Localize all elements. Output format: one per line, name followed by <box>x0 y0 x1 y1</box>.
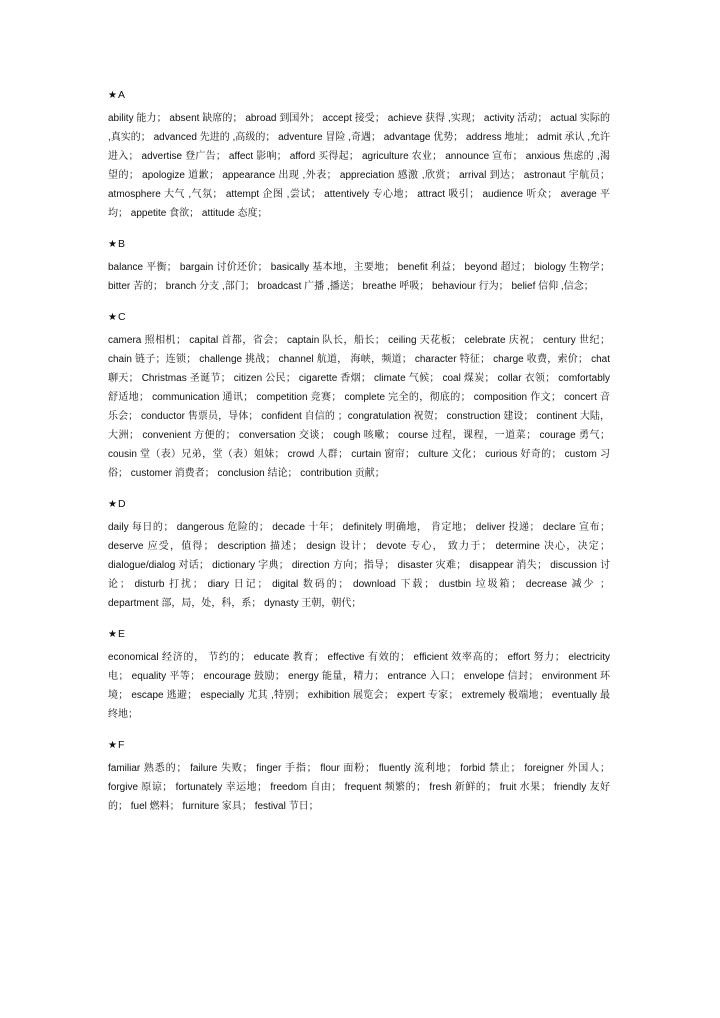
star-icon: ★ <box>108 499 117 510</box>
section-letter: C <box>117 311 126 323</box>
star-icon: ★ <box>108 239 117 250</box>
section-letter: A <box>117 89 125 101</box>
word-list-d: daily 每日的； dangerous 危险的； decade 十年； definitely 明确地， 肯定地； deliver 投递； declare 宣布； deserve 应受，值得； description 描述； design 设计； devote 专心， 致力于； determine 决心，决定； dialogue/dialog 对话； dictionary 字典； direction 方向；指导； disaster 灾难； disappear 消失； discussion 讨论； disturb 打扰； diary 日记； digital 数码的； download 下载； dustbin 垃圾箱； decrease 减少 ； department 部，局，处，科，系； dynasty 王朝，朝代； <box>108 522 610 609</box>
section-f <box>108 738 610 816</box>
section-letter: E <box>117 628 125 640</box>
section-d <box>108 497 610 613</box>
word-list-c: camera 照相机； capital 首都，省会； captain 队长，船长； ceiling 天花板； celebrate 庆祝； century 世纪； chain 链子；连锁； challenge 挑战； channel 航道， 海峡，频道； character 特征； charge 收费，索价； chat 聊天； Christmas 圣诞节； citizen 公民； cigarette 香烟； climate 气候； coal 煤炭； collar 衣领； comfortably 舒适地； communication 通讯； competition 竞赛； complete 完全的，彻底的； composition 作文； concert 音乐会； conductor 售票员，导体； confident 自信的 ；congratulation 祝贺； construction 建设； continent 大陆，大洲； convenient 方便的； conversation 交谈； cough 咳嗽； course 过程，课程，一道菜； courage 勇气； cousin 堂（表）兄弟，堂（表）姐妹； crowd 人群； curtain 窗帘； culture 文化； curious 好奇的； custom 习俗； customer 消费者； conclusion 结论； contribution 贡献； <box>108 335 610 479</box>
section-letter: F <box>117 739 125 751</box>
section-b <box>108 237 610 296</box>
section-heading-c <box>108 310 610 325</box>
section-c <box>108 310 610 483</box>
word-list-e: economical 经济的， 节约的； educate 教育； effective 有效的； efficient 效率高的； effort 努力； electricity 电； equality 平等； encourage 鼓励； energy 能量，精力； entrance 入口； envelope 信封； environment 环境； escape 逃避； especially 尤其 ,特别； exhibition 展览会； expert 专家； extremely 极端地； eventually 最终地； <box>108 652 610 720</box>
star-icon: ★ <box>108 740 117 751</box>
star-icon: ★ <box>108 629 117 640</box>
section-letter: B <box>117 238 125 250</box>
word-list-f: familiar 熟悉的； failure 失败； finger 手指； flour 面粉； fluently 流利地； forbid 禁止； foreigner 外国人； forgive 原谅； fortunately 幸运地； freedom 自由； frequent 频繁的； fresh 新鲜的； fruit 水果； friendly 友好的； fuel 燃料； furniture 家具； festival 节日； <box>108 763 610 812</box>
section-heading-f <box>108 738 610 753</box>
section-a <box>108 88 610 223</box>
section-heading-b <box>108 237 610 252</box>
section-letter: D <box>117 498 126 510</box>
vocabulary-list <box>108 88 610 830</box>
word-list-a: ability 能力； absent 缺席的； abroad 到国外； accept 接受； achieve 获得 ,实现； activity 活动； actual 实际的 ,真实的； advanced 先进的 ,高级的； adventure 冒险 ,奇遇； advantage 优势； address 地址； admit 承认 ,允许进入； advertise 登广告； affect 影响； afford 买得起； agriculture 农业； announce 宣布； anxious 焦虑的 ,渴望的； apologize 道歉； appearance 出现 ,外表； appreciation 感激 ,欣赏； arrival 到达； astronaut 宇航员； atmosphere 大气 ,气氛； attempt 企图 ,尝试； attentively 专心地； attract 吸引； audience 听众； average 平均； appetite 食欲； attitude 态度； <box>108 113 610 219</box>
star-icon: ★ <box>108 312 117 323</box>
section-e <box>108 627 610 724</box>
section-heading-d <box>108 497 610 512</box>
section-heading-a <box>108 88 610 103</box>
star-icon: ★ <box>108 90 117 101</box>
section-heading-e <box>108 627 610 642</box>
word-list-b: balance 平衡； bargain 讨价还价； basically 基本地，主要地； benefit 利益； beyond 超过； biology 生物学； bitter 苦的； branch 分支 ,部门； broadcast 广播 ,播送； breathe 呼吸； behaviour 行为； belief 信仰 ,信念； <box>108 262 610 292</box>
